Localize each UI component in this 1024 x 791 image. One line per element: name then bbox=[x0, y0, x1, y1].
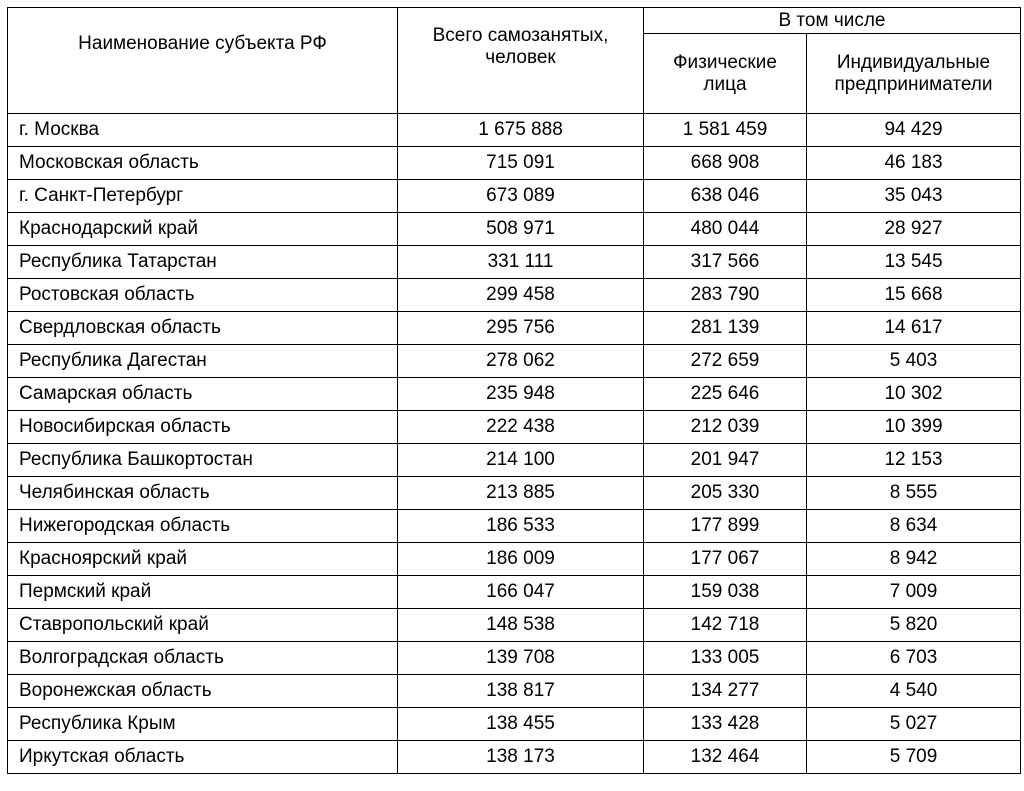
cell-region: Ростовская область bbox=[8, 279, 398, 312]
table-row bbox=[8, 411, 1021, 444]
cell-entrepreneurs: 5 820 bbox=[807, 609, 1021, 642]
cell-region: Московская область bbox=[8, 147, 398, 180]
cell-region: Республика Татарстан bbox=[8, 246, 398, 279]
table-row bbox=[8, 180, 1021, 213]
table-row bbox=[8, 741, 1021, 774]
cell-entrepreneurs: 5 403 bbox=[807, 345, 1021, 378]
cell-total: 331 111 bbox=[398, 246, 644, 279]
cell-total: 186 533 bbox=[398, 510, 644, 543]
cell-total: 213 885 bbox=[398, 477, 644, 510]
cell-individuals: 142 718 bbox=[644, 609, 807, 642]
cell-individuals: 133 428 bbox=[644, 708, 807, 741]
cell-entrepreneurs: 8 555 bbox=[807, 477, 1021, 510]
cell-entrepreneurs: 4 540 bbox=[807, 675, 1021, 708]
cell-entrepreneurs: 7 009 bbox=[807, 576, 1021, 609]
cell-total: 715 091 bbox=[398, 147, 644, 180]
cell-entrepreneurs: 35 043 bbox=[807, 180, 1021, 213]
cell-region: Челябинская область bbox=[8, 477, 398, 510]
cell-individuals: 281 139 bbox=[644, 312, 807, 345]
table-row bbox=[8, 114, 1021, 147]
cell-individuals: 668 908 bbox=[644, 147, 807, 180]
table-row bbox=[8, 378, 1021, 411]
table-row bbox=[8, 147, 1021, 180]
table-row bbox=[8, 708, 1021, 741]
table-wrapper bbox=[7, 7, 1021, 774]
table-row bbox=[8, 477, 1021, 510]
cell-individuals: 317 566 bbox=[644, 246, 807, 279]
header-region bbox=[8, 8, 398, 114]
cell-total: 186 009 bbox=[398, 543, 644, 576]
cell-entrepreneurs: 13 545 bbox=[807, 246, 1021, 279]
cell-entrepreneurs: 8 942 bbox=[807, 543, 1021, 576]
table-body bbox=[8, 114, 1021, 774]
cell-region: Красноярский край bbox=[8, 543, 398, 576]
table-row bbox=[8, 345, 1021, 378]
cell-individuals: 638 046 bbox=[644, 180, 807, 213]
cell-entrepreneurs: 8 634 bbox=[807, 510, 1021, 543]
cell-region: Пермский край bbox=[8, 576, 398, 609]
table-row bbox=[8, 444, 1021, 477]
header-individuals bbox=[644, 34, 807, 114]
cell-region: Самарская область bbox=[8, 378, 398, 411]
cell-region: Новосибирская область bbox=[8, 411, 398, 444]
table-row bbox=[8, 246, 1021, 279]
cell-region: Республика Крым bbox=[8, 708, 398, 741]
cell-individuals: 201 947 bbox=[644, 444, 807, 477]
cell-total: 166 047 bbox=[398, 576, 644, 609]
table-row bbox=[8, 279, 1021, 312]
header-entrepreneurs-line1: Индивидуальные bbox=[836, 51, 991, 73]
cell-individuals: 159 038 bbox=[644, 576, 807, 609]
cell-total: 235 948 bbox=[398, 378, 644, 411]
cell-individuals: 177 067 bbox=[644, 543, 807, 576]
table-row bbox=[8, 213, 1021, 246]
cell-individuals: 205 330 bbox=[644, 477, 807, 510]
cell-entrepreneurs: 15 668 bbox=[807, 279, 1021, 312]
cell-entrepreneurs: 46 183 bbox=[807, 147, 1021, 180]
header-row-top bbox=[8, 8, 1021, 34]
cell-entrepreneurs: 5 709 bbox=[807, 741, 1021, 774]
cell-entrepreneurs: 6 703 bbox=[807, 642, 1021, 675]
cell-total: 138 455 bbox=[398, 708, 644, 741]
cell-entrepreneurs: 10 302 bbox=[807, 378, 1021, 411]
cell-individuals: 480 044 bbox=[644, 213, 807, 246]
header-total bbox=[398, 8, 644, 114]
cell-individuals: 177 899 bbox=[644, 510, 807, 543]
table-row bbox=[8, 576, 1021, 609]
cell-individuals: 212 039 bbox=[644, 411, 807, 444]
cell-entrepreneurs: 94 429 bbox=[807, 114, 1021, 147]
cell-region: Воронежская область bbox=[8, 675, 398, 708]
header-including bbox=[644, 8, 1021, 34]
cell-total: 139 708 bbox=[398, 642, 644, 675]
self-employed-table bbox=[7, 7, 1021, 774]
table-row bbox=[8, 675, 1021, 708]
cell-total: 295 756 bbox=[398, 312, 644, 345]
cell-individuals: 1 581 459 bbox=[644, 114, 807, 147]
cell-entrepreneurs: 28 927 bbox=[807, 213, 1021, 246]
header-individuals-line2: лица bbox=[703, 73, 747, 95]
cell-total: 508 971 bbox=[398, 213, 644, 246]
cell-entrepreneurs: 12 153 bbox=[807, 444, 1021, 477]
cell-region: Ставропольский край bbox=[8, 609, 398, 642]
table-row bbox=[8, 543, 1021, 576]
table-row bbox=[8, 510, 1021, 543]
cell-individuals: 132 464 bbox=[644, 741, 807, 774]
cell-individuals: 225 646 bbox=[644, 378, 807, 411]
table-row bbox=[8, 642, 1021, 675]
table-row bbox=[8, 312, 1021, 345]
cell-region: Республика Башкортостан bbox=[8, 444, 398, 477]
header-individuals-line1: Физические bbox=[673, 51, 777, 73]
cell-region: Свердловская область bbox=[8, 312, 398, 345]
cell-region: Нижегородская область bbox=[8, 510, 398, 543]
header-total-line1: Всего самозанятых, bbox=[432, 24, 609, 46]
cell-total: 1 675 888 bbox=[398, 114, 644, 147]
cell-total: 138 817 bbox=[398, 675, 644, 708]
header-total-line2: человек bbox=[485, 46, 556, 68]
cell-total: 138 173 bbox=[398, 741, 644, 774]
cell-individuals: 133 005 bbox=[644, 642, 807, 675]
table-row bbox=[8, 609, 1021, 642]
cell-region: Иркутская область bbox=[8, 741, 398, 774]
cell-region: г. Москва bbox=[8, 114, 398, 147]
cell-region: Республика Дагестан bbox=[8, 345, 398, 378]
cell-region: Краснодарский край bbox=[8, 213, 398, 246]
cell-individuals: 134 277 bbox=[644, 675, 807, 708]
cell-region: Волгоградская область bbox=[8, 642, 398, 675]
cell-entrepreneurs: 5 027 bbox=[807, 708, 1021, 741]
header-region-label: Наименование субъекта РФ bbox=[78, 32, 327, 54]
cell-total: 222 438 bbox=[398, 411, 644, 444]
cell-region: г. Санкт-Петербург bbox=[8, 180, 398, 213]
header-entrepreneurs bbox=[807, 34, 1021, 114]
cell-total: 278 062 bbox=[398, 345, 644, 378]
cell-total: 148 538 bbox=[398, 609, 644, 642]
cell-total: 299 458 bbox=[398, 279, 644, 312]
cell-total: 673 089 bbox=[398, 180, 644, 213]
cell-total: 214 100 bbox=[398, 444, 644, 477]
header-entrepreneurs-line2: предприниматели bbox=[834, 73, 993, 95]
cell-entrepreneurs: 10 399 bbox=[807, 411, 1021, 444]
cell-individuals: 283 790 bbox=[644, 279, 807, 312]
cell-entrepreneurs: 14 617 bbox=[807, 312, 1021, 345]
header-including-label: В том числе bbox=[778, 9, 886, 31]
cell-individuals: 272 659 bbox=[644, 345, 807, 378]
